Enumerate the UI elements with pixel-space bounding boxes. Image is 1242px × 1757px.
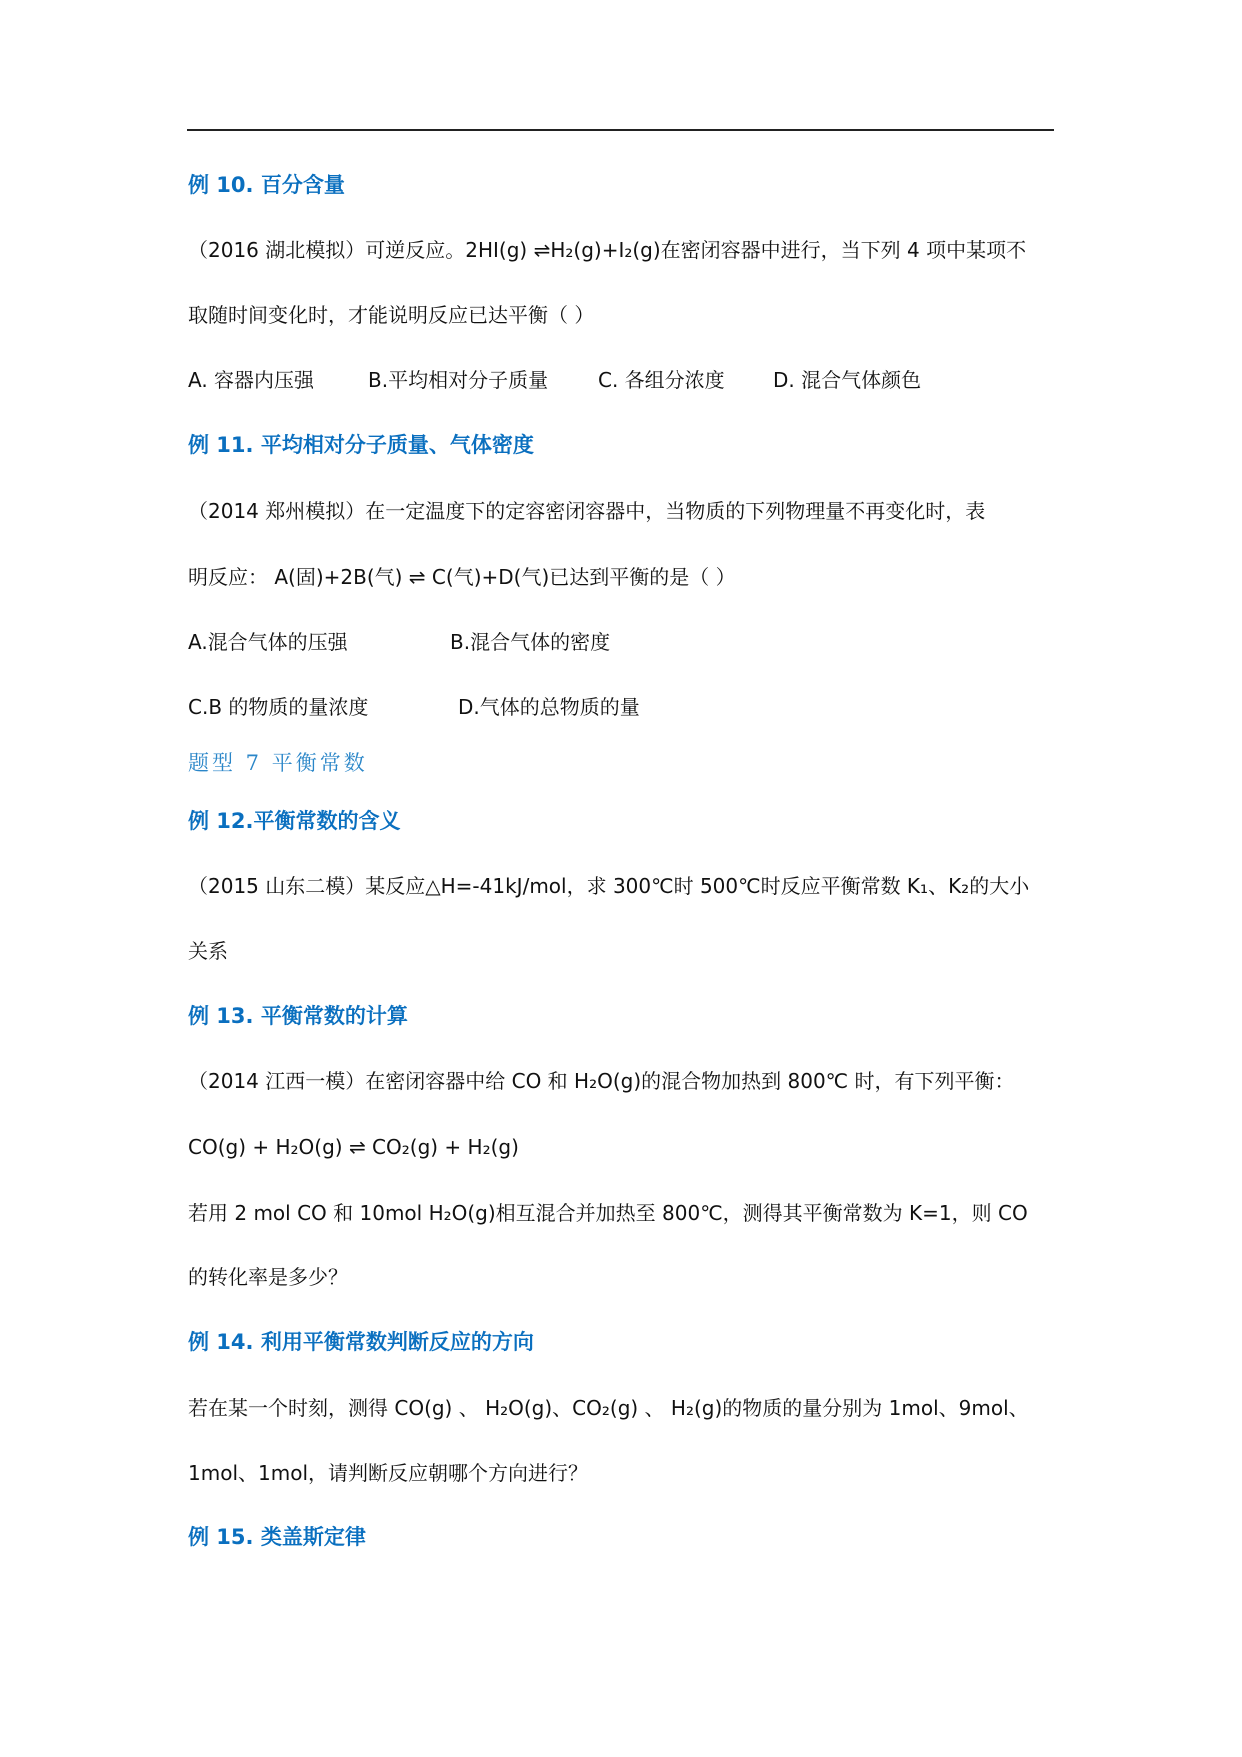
example-14-text-line-1: 若在某一个时刻，测得 CO(g) 、 H₂O(g)、CO₂(g) 、 H₂(g)的物质的量分别为 1mol、9mol、 xyxy=(188,1396,1029,1420)
example-10-heading: 例 10. 百分含量 xyxy=(188,173,345,197)
option-a: A.混合气体的压强 xyxy=(188,630,348,654)
option-b: B.平均相对分子质量 xyxy=(368,368,549,392)
example-11-options-row-2 xyxy=(188,692,1058,722)
example-14-heading: 例 14. 利用平衡常数判断反应的方向 xyxy=(188,1330,534,1354)
example-13-text-line-1: （2014 江西一模）在密闭容器中给 CO 和 H₂O(g)的混合物加热到 800℃ 时，有下列平衡： xyxy=(188,1069,1015,1093)
section-heading: 题型 7 平衡常数 xyxy=(188,751,368,775)
example-11-heading: 例 11. 平均相对分子质量、气体密度 xyxy=(188,433,534,457)
example-12-text-line-2: 关系 xyxy=(188,939,228,963)
example-12-text-line-1: （2015 山东二模）某反应△H=-41kJ/mol，求 300℃时 500℃时反应平衡常数 K₁、K₂的大小 xyxy=(188,874,1030,898)
example-10-options xyxy=(188,365,1058,395)
example-10-text-line-2: 取随时间变化时，才能说明反应已达平衡（ ） xyxy=(188,303,595,327)
option-c: C.B 的物质的量浓度 xyxy=(188,695,369,719)
example-14-text-line-2: 1mol、1mol，请判断反应朝哪个方向进行？ xyxy=(188,1461,588,1485)
header-rule xyxy=(187,129,1054,131)
example-13-text-line-4: 的转化率是多少？ xyxy=(188,1265,348,1289)
example-11-text-line-2: 明反应： A(固)+2B(气) ⇌ C(气)+D(气)已达到平衡的是（ ） xyxy=(188,565,736,589)
example-13-equation: CO(g) + H₂O(g) ⇌ CO₂(g) + H₂(g) xyxy=(188,1135,519,1159)
option-d: D.气体的总物质的量 xyxy=(458,695,640,719)
example-13-text-line-3: 若用 2 mol CO 和 10mol H₂O(g)相互混合并加热至 800℃，测得其平衡常数为 K=1，则 CO xyxy=(188,1201,1028,1225)
option-c: C. 各组分浓度 xyxy=(598,368,725,392)
example-11-options-row-1 xyxy=(188,627,1058,657)
example-10-text-line-1: （2016 湖北模拟）可逆反应。2HI(g) ⇌H₂(g)+I₂(g)在密闭容器中进行，当下列 4 项中某项不 xyxy=(188,238,1027,262)
example-12-heading: 例 12.平衡常数的含义 xyxy=(188,809,401,833)
example-11-text-line-1: （2014 郑州模拟）在一定温度下的定容密闭容器中，当物质的下列物理量不再变化时，表 xyxy=(188,499,986,523)
example-13-heading: 例 13. 平衡常数的计算 xyxy=(188,1004,408,1028)
option-d: D. 混合气体颜色 xyxy=(773,368,922,392)
option-b: B.混合气体的密度 xyxy=(450,630,611,654)
example-15-heading: 例 15. 类盖斯定律 xyxy=(188,1525,366,1549)
option-a: A. 容器内压强 xyxy=(188,368,315,392)
